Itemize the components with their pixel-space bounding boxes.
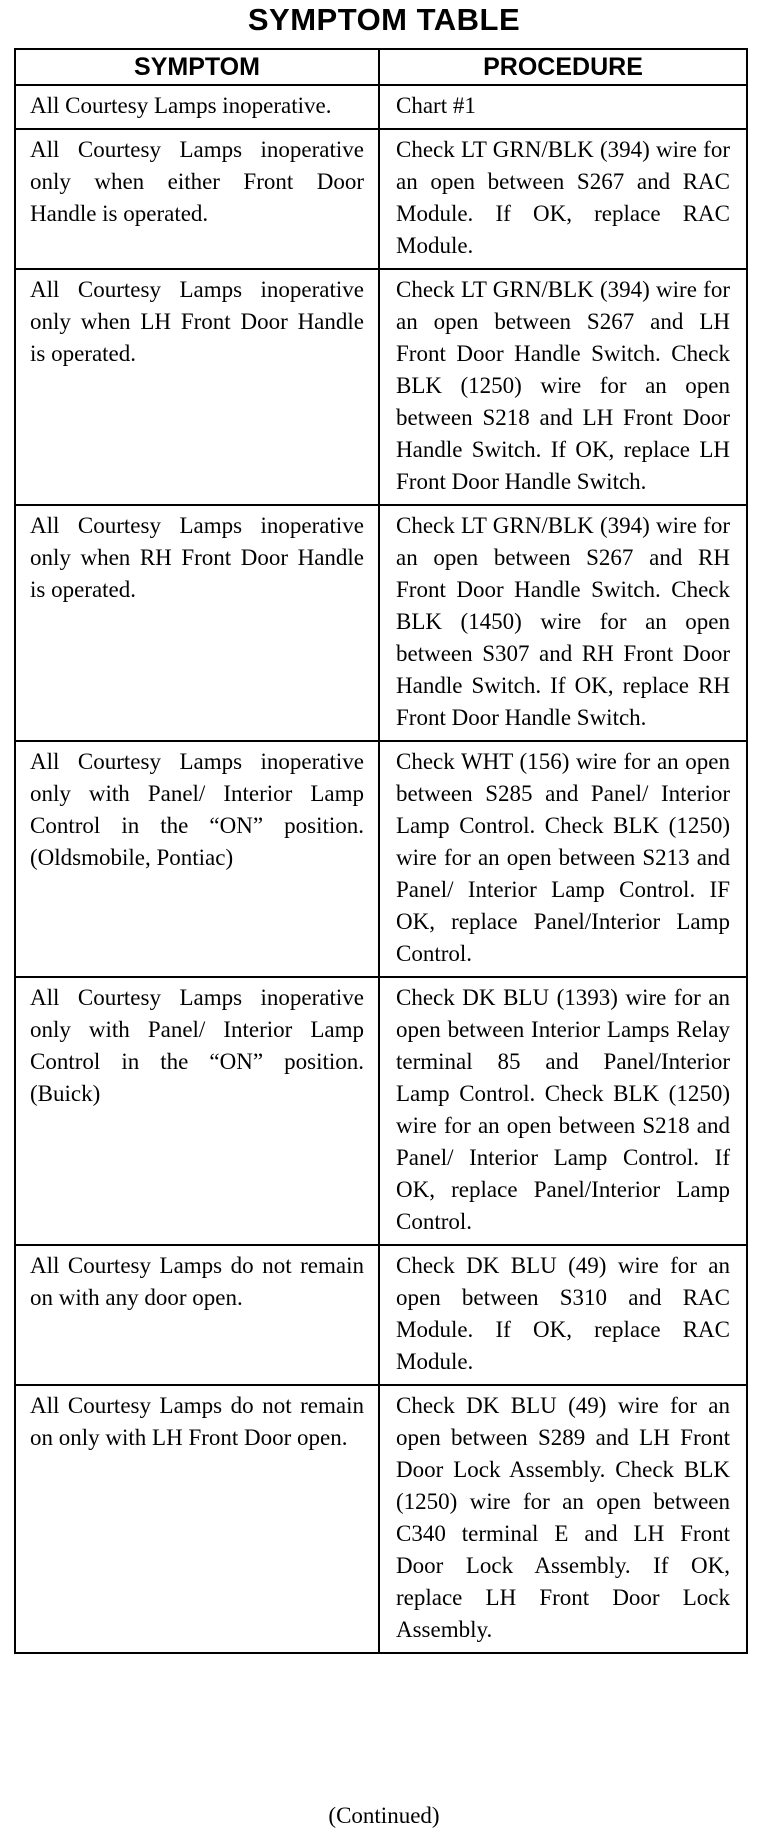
table-row xyxy=(15,1245,747,1385)
symptom-cell: All Courtesy Lamps inoperative. xyxy=(15,85,379,129)
procedure-cell: Check DK BLU (1393) wire for an open between Interior Lamps Relay terminal 85 and Panel/Interior Lamp Control. Check BLK (1250) wire for an open between S218 and Panel/ Interior Lamp Control. If OK, replace Panel/Interior Lamp Control. xyxy=(379,977,747,1245)
procedure-cell: Check DK BLU (49) wire for an open between S289 and LH Front Door Lock Assembly. Check BLK (1250) wire for an open between C340 terminal E and LH Front Door Lock Assembly. If OK, replace LH Front Door Lock Assembly. xyxy=(379,1385,747,1653)
procedure-cell: Check LT GRN/BLK (394) wire for an open between S267 and LH Front Door Handle Switch. Check BLK (1250) wire for an open between S218 and LH Front Door Handle Switch. If OK, replace LH Front Door Handle Switch. xyxy=(379,269,747,505)
symptom-cell: All Courtesy Lamps do not remain on only with LH Front Door open. xyxy=(15,1385,379,1653)
procedure-cell: Check DK BLU (49) wire for an open between S310 and RAC Module. If OK, replace RAC Module. xyxy=(379,1245,747,1385)
table-row xyxy=(15,129,747,269)
symptom-table xyxy=(14,48,748,1654)
table-row xyxy=(15,741,747,977)
symptom-cell: All Courtesy Lamps inoperative only when RH Front Door Handle is operated. xyxy=(15,505,379,741)
table-row xyxy=(15,977,747,1245)
table-row xyxy=(15,1385,747,1653)
procedure-cell: Check LT GRN/BLK (394) wire for an open between S267 and RH Front Door Handle Switch. Check BLK (1450) wire for an open between S307 and RH Front Door Handle Switch. If OK, replace RH Front Door Handle Switch. xyxy=(379,505,747,741)
symptom-cell: All Courtesy Lamps inoperative only when either Front Door Handle is operated. xyxy=(15,129,379,269)
procedure-cell: Check LT GRN/BLK (394) wire for an open between S267 and RAC Module. If OK, replace RAC Module. xyxy=(379,129,747,269)
table-row xyxy=(15,269,747,505)
column-header-procedure: PROCEDURE xyxy=(379,49,747,85)
procedure-cell: Check WHT (156) wire for an open between S285 and Panel/ Interior Lamp Control. Check BLK (1250) wire for an open between S213 and Panel/ Interior Lamp Control. IF OK, replace Panel/Interior Lamp Control. xyxy=(379,741,747,977)
symptom-cell: All Courtesy Lamps inoperative only with Panel/ Interior Lamp Control in the “ON” position. (Buick) xyxy=(15,977,379,1245)
symptom-cell: All Courtesy Lamps inoperative only with Panel/ Interior Lamp Control in the “ON” position. (Oldsmobile, Pontiac) xyxy=(15,741,379,977)
column-header-symptom: SYMPTOM xyxy=(15,49,379,85)
procedure-cell: Chart #1 xyxy=(379,85,747,129)
symptom-cell: All Courtesy Lamps do not remain on with any door open. xyxy=(15,1245,379,1385)
table-row xyxy=(15,505,747,741)
page-title: SYMPTOM TABLE xyxy=(247,2,521,37)
continued-note: (Continued) xyxy=(328,1803,440,1828)
table-header-row xyxy=(15,49,747,85)
table-row xyxy=(15,85,747,129)
symptom-cell: All Courtesy Lamps inoperative only when LH Front Door Handle is operated. xyxy=(15,269,379,505)
